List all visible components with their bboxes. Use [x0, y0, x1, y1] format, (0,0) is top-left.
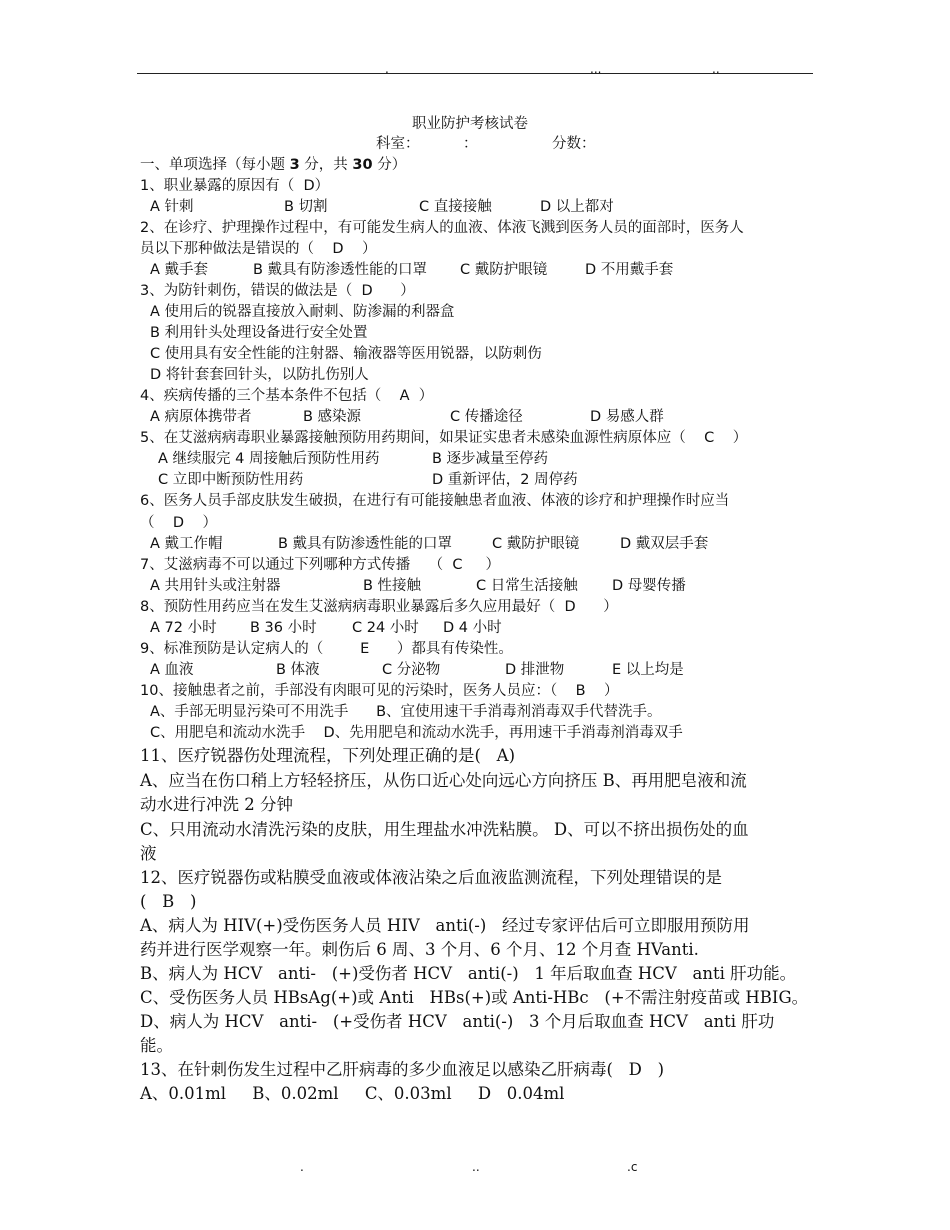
q9-option-e: E 以上均是 — [612, 662, 684, 678]
q4-option-a: A 病原体携带者 — [150, 409, 252, 425]
q11-options-line3: C、只用流动水清洗污染的皮肤，用生理盐水冲洗粘膜。 D、可以不挤出损伤处的血 — [140, 820, 749, 839]
q6-option-d: D 戴双层手套 — [620, 536, 709, 552]
q1-option-b: B 切割 — [284, 199, 328, 215]
q7-option-a: A 共用针头或注射器 — [150, 578, 281, 594]
dept-label: 科室： — [376, 136, 420, 152]
question-6-line1: 6、医务人员手部皮肤发生破损，在进行有可能接触患者血液、体液的诊疗和护理操作时应当 — [140, 493, 730, 509]
question-9: 9、标准预防是认定病人的（ E ）都具有传染性。 — [140, 641, 513, 657]
q12-option-d-line2: 能。 — [140, 1036, 173, 1055]
q11-options-line2: 动水进行冲洗 2 分钟 — [140, 795, 293, 814]
q3-option-c: C 使用具有安全性能的注射器、输液器等医用锐器，以防刺伤 — [150, 346, 542, 362]
q7-option-d: D 母婴传播 — [612, 578, 686, 594]
q12-option-d-line1: D、病人为 HCV anti- (+受伤者 HCV anti(-) 3 个月后取血查 HCV anti 肝功 — [140, 1012, 775, 1031]
question-2-line1: 2、在诊疗、护理操作过程中，有可能发生病人的血液、体液飞溅到医务人员的面部时，医务人 — [140, 220, 744, 236]
q1-option-a: A 针刺 — [150, 199, 194, 215]
q12-option-a-line2: 药并进行医学观察一年。刺伤后 6 周、3 个月、6 个月、12 个月查 HVanti. — [140, 940, 699, 959]
q12-option-c: C、受伤医务人员 HBsAg(+)或 Anti HBs(+)或 Anti-HBc (+不需注射疫苗或 HBIG。 — [140, 988, 809, 1007]
q3-option-a: A 使用后的锐器直接放入耐刺、防渗漏的利器盒 — [150, 304, 455, 320]
q11-options-line4: 液 — [140, 844, 157, 863]
q9-option-c: C 分泌物 — [382, 662, 441, 678]
question-11: 11、医疗锐器伤处理流程，下列处理正确的是( A) — [140, 746, 516, 765]
question-12-line2: ( B ) — [140, 892, 197, 911]
q6-option-a: A 戴工作帽 — [150, 536, 223, 552]
q10-options-cd: C、用肥皂和流动水洗手 D、先用肥皂和流动水洗手，再用速干手消毒剂消毒双手 — [150, 725, 683, 741]
question-1: 1、职业暴露的原因有（ D） — [140, 178, 330, 194]
q3-option-d: D 将针套套回针头，以防扎伤别人 — [150, 367, 369, 383]
q9-option-d: D 排泄物 — [505, 662, 565, 678]
q2-option-d: D 不用戴手套 — [585, 262, 674, 278]
question-2-line2: 员以下那种做法是错误的（ D ） — [140, 241, 377, 257]
q1-option-d: D 以上都对 — [540, 199, 614, 215]
q13-options: A、0.01ml B、0.02ml C、0.03ml D 0.04ml — [140, 1084, 565, 1103]
question-10: 10、接触患者之前，手部没有肉眼可见的污染时，医务人员应：（ B ） — [140, 683, 619, 699]
q12-option-b: B、病人为 HCV anti- (+)受伤者 HCV anti(-) 1 年后取血查 HCV anti 肝功能。 — [140, 964, 797, 983]
header-mark: . — [385, 62, 389, 76]
header-rule — [137, 73, 813, 74]
question-5: 5、在艾滋病病毒职业暴露接触预防用药期间，如果证实患者未感染血源性病原体应（ C ） — [140, 430, 748, 446]
q3-option-b: B 利用针头处理设备进行安全处置 — [150, 325, 368, 341]
q1-option-c: C 直接接触 — [419, 199, 492, 215]
question-7: 7、艾滋病毒不可以通过下列哪种方式传播 （ C ） — [140, 557, 501, 573]
header-mark: .. — [712, 62, 720, 76]
q7-option-b: B 性接触 — [363, 578, 422, 594]
q8-option-b: B 36 小时 — [250, 620, 317, 636]
header-mark: ... — [590, 62, 602, 76]
q5-option-b: B 逐步减量至停药 — [432, 451, 549, 467]
q9-option-b: B 体液 — [276, 662, 320, 678]
q2-option-b: B 戴具有防渗透性能的口罩 — [253, 262, 428, 278]
q9-option-a: A 血液 — [150, 662, 194, 678]
q8-option-c: C 24 小时 — [352, 620, 419, 636]
q4-option-d: D 易感人群 — [590, 409, 664, 425]
q12-option-a-line1: A、病人为 HIV(+)受伤医务人员 HIV anti(-) 经过专家评估后可立即服用预防用 — [140, 916, 750, 935]
q4-option-c: C 传播途径 — [450, 409, 523, 425]
q7-option-c: C 日常生活接触 — [476, 578, 578, 594]
question-12-line1: 12、医疗锐器伤或粘膜受血液或体液沾染之后血液监测流程，下列处理错误的是 — [140, 868, 722, 887]
question-6-line2: （ D ） — [140, 515, 218, 531]
question-13: 13、在针刺伤发生过程中乙肝病毒的多少血液足以感染乙肝病毒( D ) — [140, 1060, 665, 1079]
footer-mark: .c — [627, 1160, 638, 1174]
q2-option-a: A 戴手套 — [150, 262, 209, 278]
q5-option-c: C 立即中断预防性用药 — [158, 472, 304, 488]
q4-option-b: B 感染源 — [303, 409, 362, 425]
question-3: 3、为防针刺伤，错误的做法是（ D ） — [140, 283, 415, 299]
q8-option-d: D 4 小时 — [443, 620, 502, 636]
page-title: 职业防护考核试卷 — [412, 116, 528, 132]
section-heading: 一、单项选择（每小题 3 分，共 30 分） — [140, 157, 407, 173]
q11-options-line1: A、应当在伤口稍上方轻轻挤压，从伤口近心处向远心方向挤压 B、再用肥皂液和流 — [140, 771, 747, 790]
q10-options-ab: A、手部无明显污染可不用洗手 B、宜使用速干手消毒剂消毒双手代替洗手。 — [150, 704, 662, 720]
q6-option-c: C 戴防护眼镜 — [492, 536, 580, 552]
question-4: 4、疾病传播的三个基本条件不包括（ A ） — [140, 388, 434, 404]
q8-option-a: A 72 小时 — [150, 620, 217, 636]
question-8: 8、预防性用药应当在发生艾滋病病毒职业暴露后多久应用最好（ D ） — [140, 599, 618, 615]
q2-option-c: C 戴防护眼镜 — [460, 262, 548, 278]
q6-option-b: B 戴具有防渗透性能的口罩 — [278, 536, 453, 552]
footer-mark: . — [300, 1160, 304, 1174]
score-label: 分数： — [552, 136, 596, 152]
footer-mark: .. — [472, 1160, 480, 1174]
dept-colon: ： — [463, 136, 478, 152]
q5-option-a: A 继续服完 4 周接触后预防性用药 — [158, 451, 380, 467]
q5-option-d: D 重新评估，2 周停药 — [432, 472, 578, 488]
